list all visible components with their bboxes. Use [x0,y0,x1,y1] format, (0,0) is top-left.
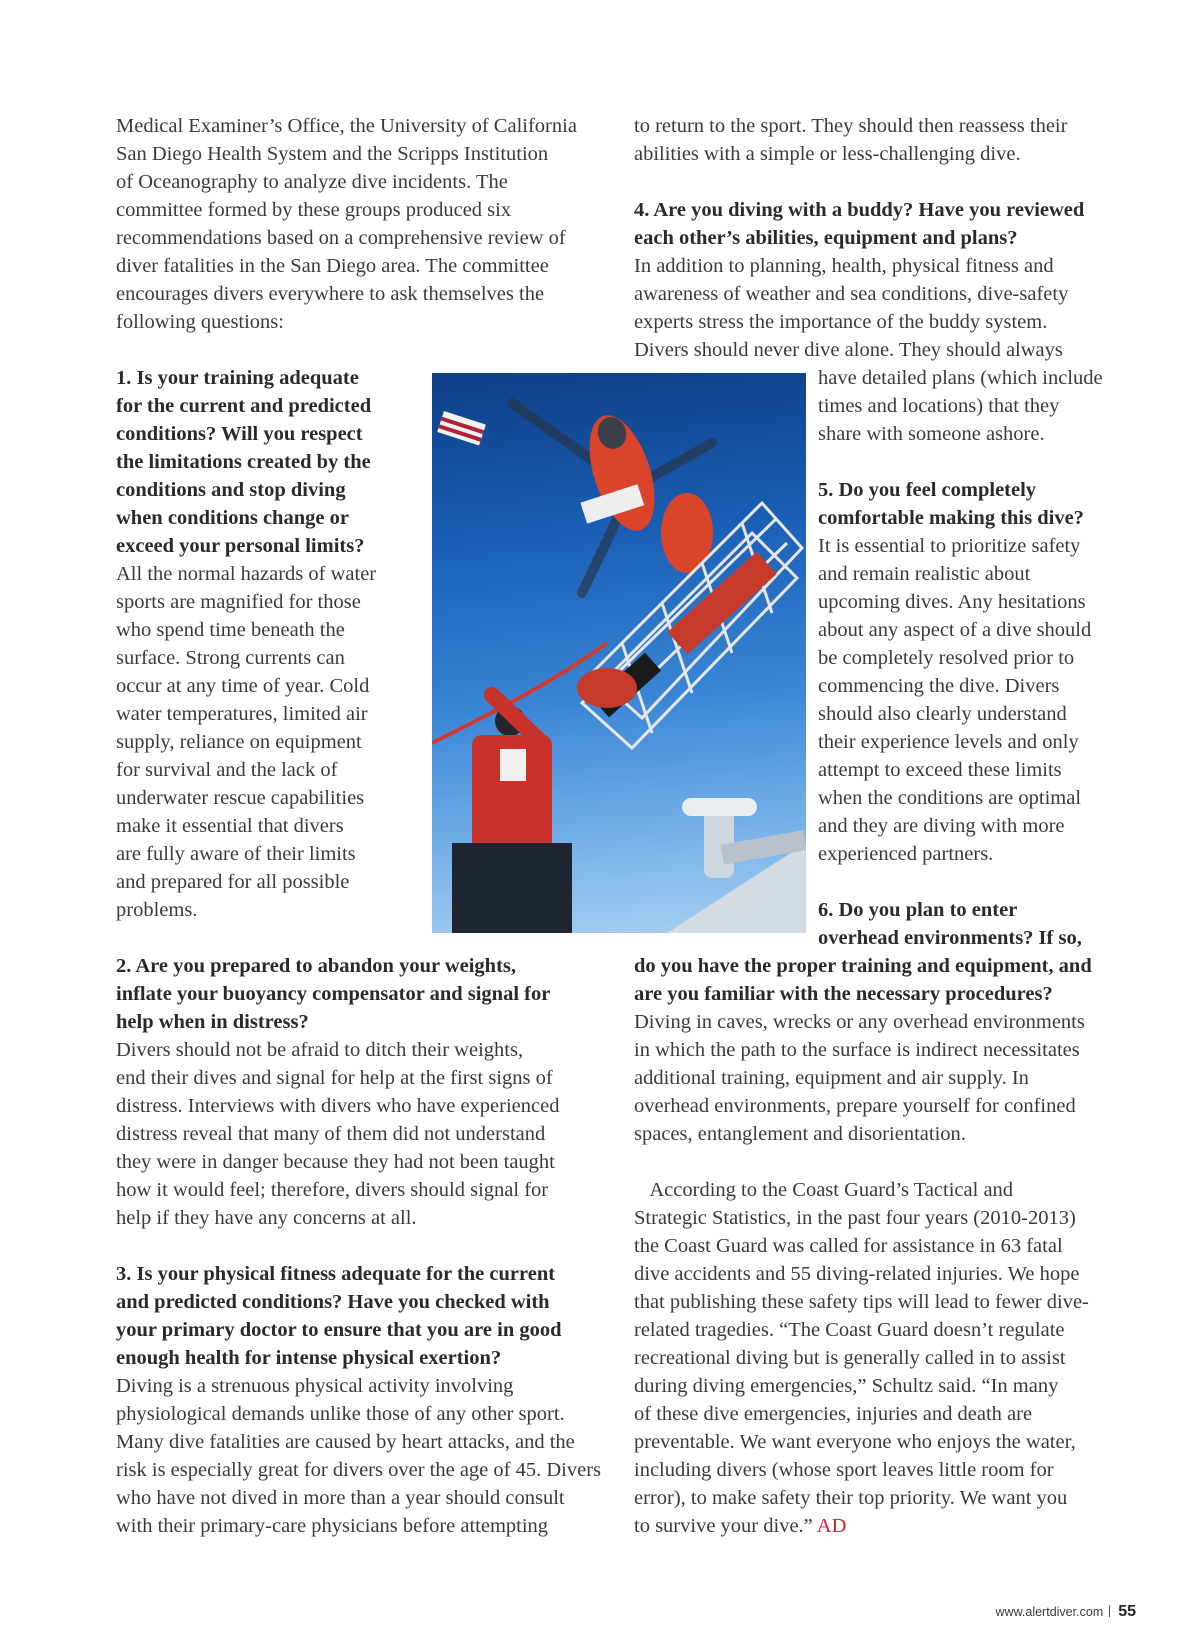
text-line: supply, reliance on equipment [116,731,362,753]
text-line: Medical Examiner’s Office, the University of California [116,115,577,137]
text-line: Divers should not be afraid to ditch their weights, [116,1039,524,1061]
text-line: All the normal hazards of water [116,563,377,585]
q3-heading [116,1260,562,1372]
text-line: have detailed plans (which include [818,367,1103,389]
text-line: abilities with a simple or less-challenging dive. [634,143,1021,165]
closing-last-text: to survive your dive.” [634,1515,813,1537]
text-line: additional training, equipment and air supply. In [634,1067,1029,1089]
text-line: when conditions change or [116,507,349,529]
text-line: should also clearly understand [818,703,1067,725]
text-line: Diving in caves, wrecks or any overhead environments [634,1011,1085,1033]
q4-body [634,252,1068,364]
q5-body [818,532,1091,868]
text-line: San Diego Health System and the Scripps Institution [116,143,549,165]
text-line: Strategic Statistics, in the past four years (2010-2013) [634,1207,1076,1229]
q5-heading [818,476,1084,532]
closing-last-line [634,1512,846,1540]
text-line: experts stress the importance of the buddy system. [634,311,1048,333]
text-line: Divers should never dive alone. They should always [634,339,1063,361]
text-line: physiological demands unlike those of any other sport. [116,1403,565,1425]
text-line: It is essential to prioritize safety [818,535,1081,557]
text-line: dive accidents and 55 diving-related injuries. We hope [634,1263,1080,1285]
text-line: comfortable making this dive? [818,507,1084,529]
text-line: following questions: [116,311,284,333]
text-line: enough health for intense physical exertion? [116,1347,502,1369]
text-line: upcoming dives. Any hesitations [818,591,1086,613]
q6-heading [634,952,1092,1008]
text-line: be completely resolved prior to [818,647,1075,669]
q4-body-wrapped [818,364,1103,448]
text-line: 5. Do you feel completely [818,479,1037,501]
text-line: committee formed by these groups produced six [116,199,512,221]
text-line: with their primary-care physicians before attempting [116,1515,549,1537]
text-line: and predicted conditions? Have you checked with [116,1291,550,1313]
text-line: error), to make safety their top priority. We want you [634,1487,1068,1509]
text-line: help if they have any concerns at all. [116,1207,417,1229]
text-line: and prepared for all possible [116,871,350,893]
photo-illustration [432,373,806,933]
flag-icon [437,411,486,446]
text-line: make it essential that divers [116,815,344,837]
text-line: help when in distress? [116,1011,309,1033]
text-line: overhead environments? If so, [818,927,1082,949]
q2-body [116,1036,559,1232]
text-line: end their dives and signal for help at the first signs of [116,1067,553,1089]
q6-heading-wrapped [818,896,1082,952]
text-line: including divers (whose sport leaves little room for [634,1459,1054,1481]
ship-fitting [667,798,806,933]
text-line: According to the Coast Guard’s Tactical and [634,1179,1014,1201]
text-line: your primary doctor to ensure that you are in good [116,1319,562,1341]
text-line: 1. Is your training adequate [116,367,359,389]
text-line: in which the path to the surface is indirect necessitates [634,1039,1080,1061]
text-line: inflate your buoyancy compensator and signal for [116,983,551,1005]
text-line: and they are diving with more [818,815,1065,837]
text-line: of Oceanography to analyze dive incidents. The [116,171,508,193]
text-line: times and locations) that they [818,395,1060,417]
text-line: who spend time beneath the [116,619,345,641]
text-line: they were in danger because they had not been taught [116,1151,555,1173]
text-line: spaces, entanglement and disorientation. [634,1123,966,1145]
crew-member-icon [452,695,572,933]
intro-paragraph [116,112,577,336]
text-line: water temperatures, limited air [116,703,368,725]
text-line: 2. Are you prepared to abandon your weights, [116,955,517,977]
q6-body [634,1008,1085,1148]
text-line: and remain realistic about [818,563,1031,585]
q4-heading [634,196,1084,252]
text-line: 3. Is your physical fitness adequate for the current [116,1263,556,1285]
text-line: risk is especially great for divers over the age of 45. Divers [116,1459,602,1481]
closing-paragraph [634,1176,1089,1512]
text-line: awareness of weather and sea conditions, dive-safety [634,283,1069,305]
text-line: sports are magnified for those [116,591,361,613]
text-line: during diving emergencies,” Schultz said. “In many [634,1375,1059,1397]
text-line: of these dive emergencies, injuries and death are [634,1403,1033,1425]
text-line: share with someone ashore. [818,423,1045,445]
text-line: to return to the sport. They should then reassess their [634,115,1068,137]
text-line: preventable. We want everyone who enjoys the water, [634,1431,1076,1453]
q3-body [116,1372,601,1540]
text-line: their experience levels and only [818,731,1079,753]
text-line: related tragedies. “The Coast Guard doesn’t regulate [634,1319,1065,1341]
text-line: conditions? Will you respect [116,423,363,445]
text-line: conditions and stop diving [116,479,346,501]
text-line: the limitations created by the [116,451,371,473]
text-line: distress reveal that many of them did not understand [116,1123,546,1145]
text-line: when the conditions are optimal [818,787,1082,809]
text-line: are you familiar with the necessary procedures? [634,983,1053,1005]
text-line: 4. Are you diving with a buddy? Have you reviewed [634,199,1085,221]
text-line: do you have the proper training and equipment, and [634,955,1092,977]
text-line: each other’s abilities, equipment and plans? [634,227,1018,249]
text-line: who have not dived in more than a year should consult [116,1487,565,1509]
text-line: for the current and predicted [116,395,372,417]
page-number: 55 [1118,1603,1136,1620]
text-line: Many dive fatalities are caused by heart attacks, and the [116,1431,575,1453]
text-line: occur at any time of year. Cold [116,675,370,697]
text-line: encourages divers everywhere to ask themselves the [116,283,545,305]
page-footer [940,1604,1136,1620]
footer-separator [1109,1605,1110,1617]
text-line: diver fatalities in the San Diego area. The committee [116,255,549,277]
text-line: problems. [116,899,198,921]
text-line: that publishing these safety tips will lead to fewer dive- [634,1291,1089,1313]
text-line: are fully aware of their limits [116,843,356,865]
helicopter-rescue-photo [432,373,806,933]
q1-body [116,560,376,924]
text-line: about any aspect of a dive should [818,619,1092,641]
text-line: recommendations based on a comprehensive review of [116,227,566,249]
text-line: attempt to exceed these limits [818,759,1062,781]
text-line: distress. Interviews with divers who have experienced [116,1095,560,1117]
end-mark: AD [816,1515,847,1537]
helicopter-icon [577,407,713,573]
text-line: exceed your personal limits? [116,535,365,557]
text-line: Diving is a strenuous physical activity involving [116,1375,514,1397]
text-line: the Coast Guard was called for assistance in 63 fatal [634,1235,1063,1257]
text-line: for survival and the lack of [116,759,338,781]
text-line: commencing the dive. Divers [818,675,1060,697]
text-line: overhead environments, prepare yourself for confined [634,1095,1076,1117]
text-line: how it would feel; therefore, divers should signal for [116,1179,549,1201]
text-line: underwater rescue capabilities [116,787,365,809]
continued-paragraph [634,112,1067,168]
q1-heading [116,364,371,560]
text-line: experienced partners. [818,843,994,865]
text-line: recreational diving but is generally called in to assist [634,1347,1066,1369]
footer-url: www.alertdiver.com [995,1605,1104,1619]
text-line: surface. Strong currents can [116,647,345,669]
text-line: In addition to planning, health, physical fitness and [634,255,1054,277]
text-line: 6. Do you plan to enter [818,899,1018,921]
q2-heading [116,952,550,1036]
